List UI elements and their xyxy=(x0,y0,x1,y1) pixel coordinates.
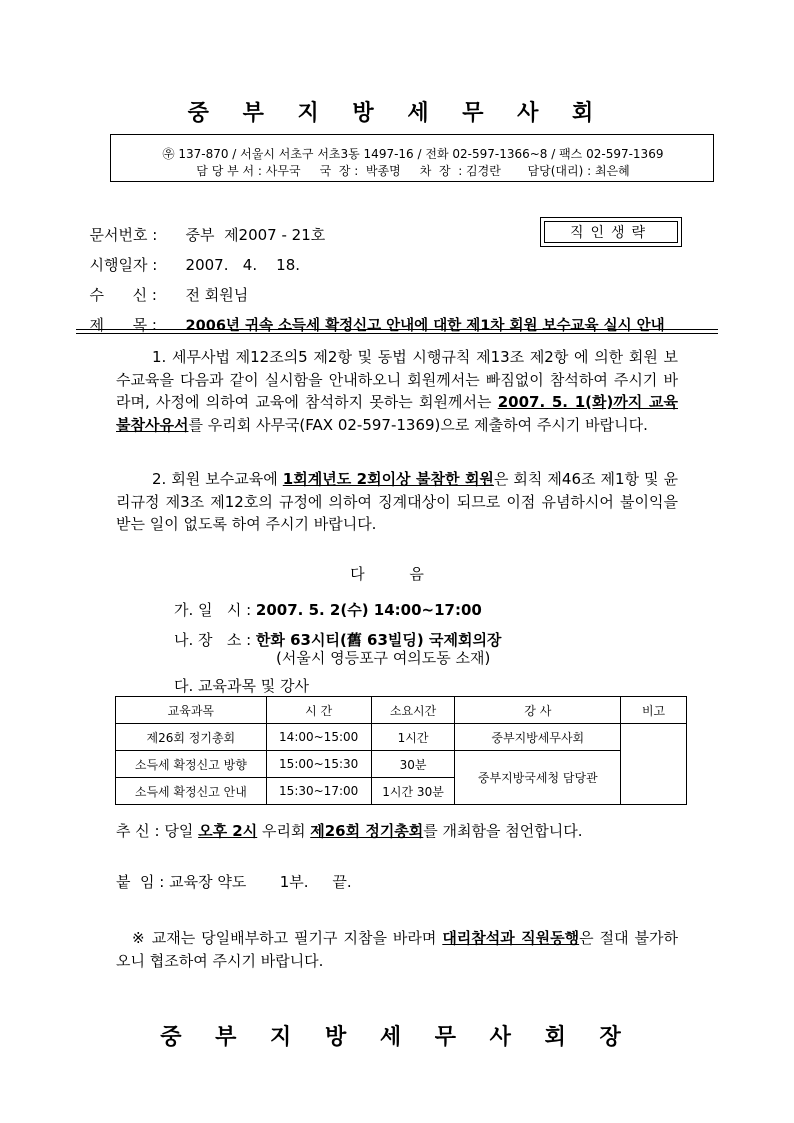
seal-omitted-stamp xyxy=(540,217,682,247)
event-date: 가. 일 시 : 2007. 5. 2(수) 14:00~17:00 xyxy=(174,601,482,619)
attachment: 붙 임 : 교육장 약도 1부. 끝. xyxy=(116,873,352,891)
table-cell: 1시간 30분 xyxy=(371,778,455,805)
contact-box xyxy=(110,134,714,182)
doc-number-value: 중부 제2007 - 21호 xyxy=(185,226,326,244)
table-header: 비고 xyxy=(621,697,687,724)
stamp-text: 직인생략 xyxy=(544,221,678,243)
note: ※ 교재는 당일배부하고 필기구 지참을 바라며 대리참석과 직원동행은 절대 불가하오니 협조하여 주시기 바랍니다. xyxy=(116,929,678,970)
subject-value: 2006년 귀속 소득세 확정신고 안내에 대한 제1차 회원 보수교육 실시 안내 xyxy=(185,318,665,334)
remarks-cell xyxy=(621,724,687,805)
table-cell: 1시간 xyxy=(371,724,455,751)
issue-date-value: 2007. 4. 18. xyxy=(185,256,301,274)
staff-line: 담 당 부 서 : 사무국 국 장 : 박종명 차 장 : 김경란 담당(대리) : 최은혜 xyxy=(196,164,630,178)
recipient-label: 수 신 : xyxy=(89,286,157,304)
note-emphasis: 대리참석과 직원동행 xyxy=(442,929,580,947)
postscript: 추 신 : 당일 오후 2시 우리회 제26회 정기총회를 개최함을 첨언합니다. xyxy=(116,822,583,840)
event-place: 나. 장 소 : 한화 63시티(舊 63빌딩) 국제회의장 xyxy=(174,631,502,649)
doc-number-label: 문서번호 : xyxy=(89,226,158,244)
section-heading: 다 음 xyxy=(350,565,444,583)
paragraph-2: 2. 회원 보수교육에 1회계년도 2회이상 불참한 회원은 회칙 제46조 제1항 및 윤리규정 제3조 제12호의 규정에 의하여 징계대상이 되므로 이점 유념하시어 불이익을 받는 일이 없도록 하여 주시기 바랍니다. xyxy=(116,470,679,533)
table-cell: 15:00~15:30 xyxy=(266,751,371,778)
table-row xyxy=(116,724,687,751)
deadline-emphasis: 2007. 5. 1(화)까지 교육 불참사유서 xyxy=(116,393,678,434)
org-title: 중 부 지 방 세 무 사 회 xyxy=(187,100,607,126)
table-header-row xyxy=(116,697,687,724)
divider xyxy=(76,329,718,330)
event-address: (서울시 영등포구 여의도동 소재) xyxy=(276,649,491,667)
table-cell: 14:00~15:00 xyxy=(266,724,371,751)
table-header: 소요시간 xyxy=(371,697,455,724)
issue-date-label: 시행일자 : xyxy=(89,256,158,274)
schedule-table xyxy=(115,696,687,805)
table-header: 시 간 xyxy=(266,697,371,724)
table-cell: 중부지방세무사회 xyxy=(455,724,621,751)
table-cell: 소득세 확정신고 방향 xyxy=(116,751,267,778)
table-header: 강 사 xyxy=(455,697,621,724)
table-header: 교육과목 xyxy=(116,697,267,724)
divider xyxy=(76,333,718,334)
subject-label: 제 목 : xyxy=(89,316,157,334)
table-cell: 30분 xyxy=(371,751,455,778)
table-cell: 15:30~17:00 xyxy=(266,778,371,805)
address-line: ㉾ 137-870 / 서울시 서초구 서초3동 1497-16 / 전화 02-597-1366~8 / 팩스 02-597-1369 xyxy=(162,147,664,161)
table-row xyxy=(116,751,687,778)
curriculum-label: 다. 교육과목 및 강사 xyxy=(174,677,309,695)
recipient-value: 전 회원님 xyxy=(185,286,249,304)
table-cell: 제26회 정기총회 xyxy=(116,724,267,751)
closing-signature: 중 부 지 방 세 무 사 회 장 xyxy=(160,1024,634,1050)
table-cell: 소득세 확정신고 안내 xyxy=(116,778,267,805)
absence-emphasis: 1회계년도 2회이상 불참한 회원 xyxy=(282,470,494,488)
paragraph-1: 1. 세무사법 제12조의5 제2항 및 동법 시행규칙 제13조 제2항 에 의한 회원 보수교육을 다음과 같이 실시함을 안내하오니 회원께서는 빠짐없이 참석하여 주시기 바라며, 사정에 의하여 교육에 참석하지 못하는 회원께서는 2007. 5. 1(화)까지 교육 불참사유서를 우리회 사무국(FAX 02-597-1369)으로 제출하여 주시기 바랍니다. xyxy=(116,348,678,434)
table-cell: 중부지방국세청 담당관 xyxy=(455,751,621,805)
